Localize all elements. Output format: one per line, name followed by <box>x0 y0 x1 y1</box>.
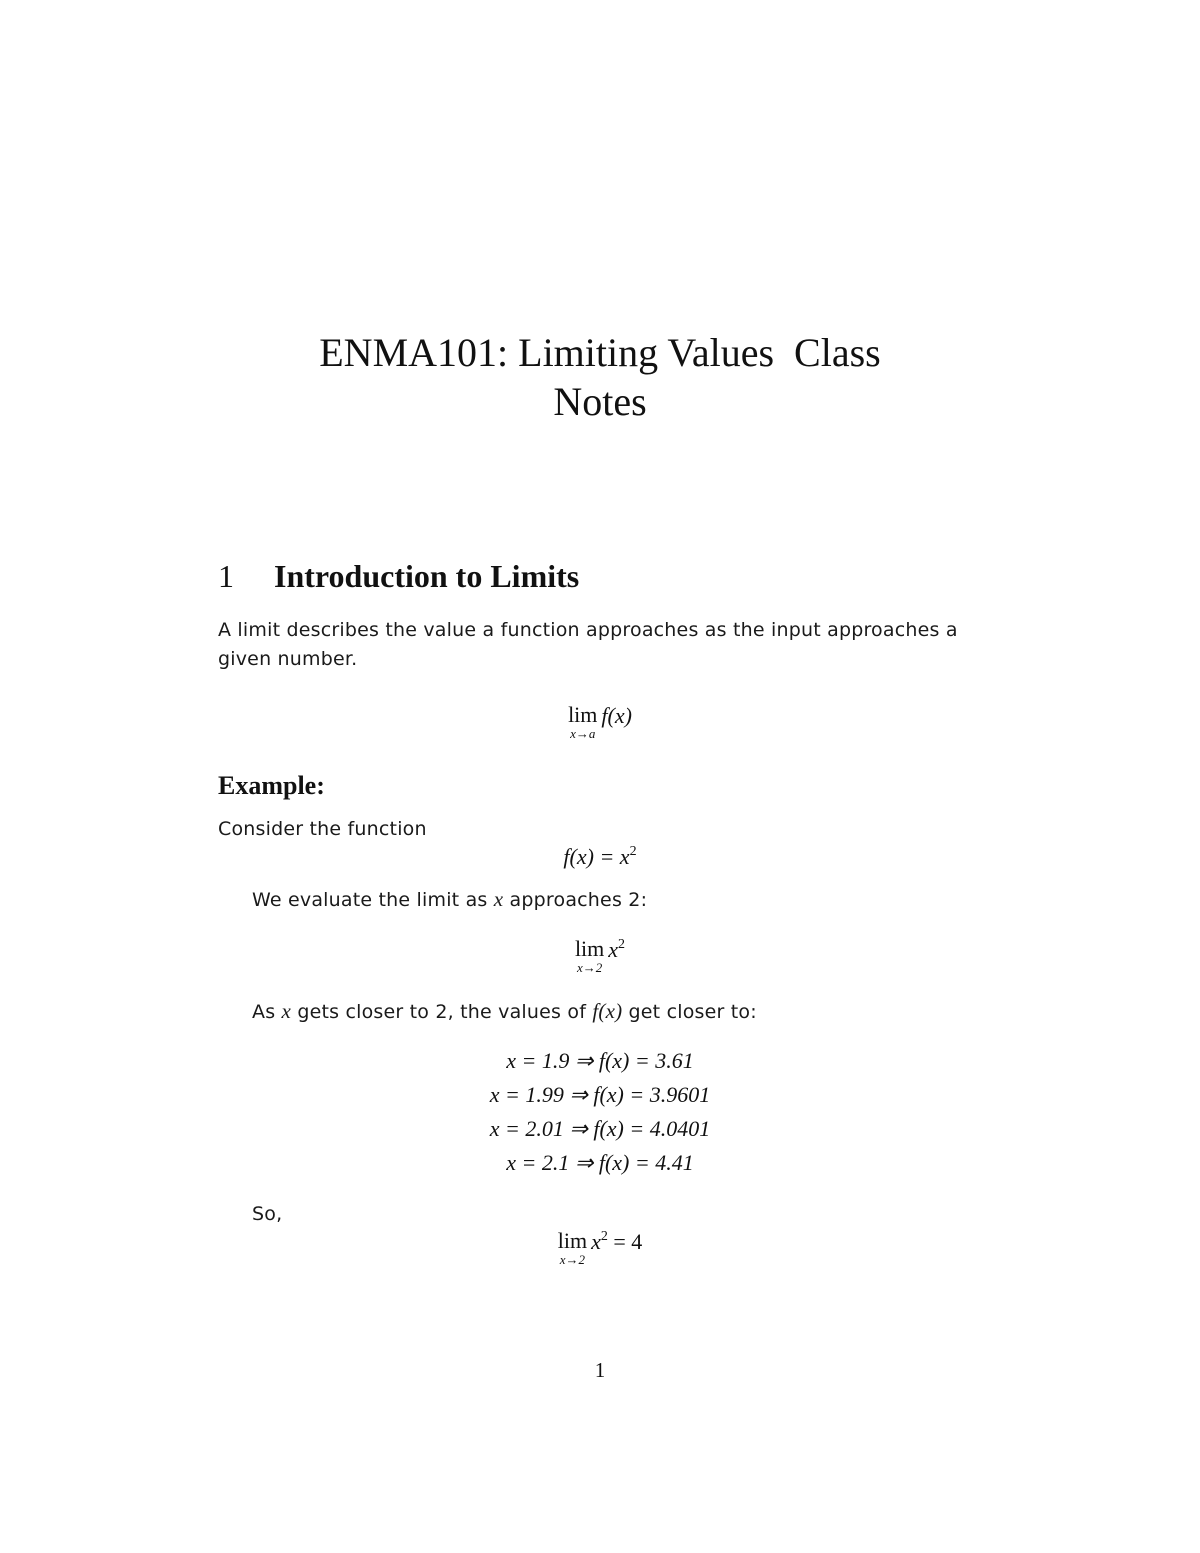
page-number: 1 <box>594 1358 606 1382</box>
variable-x: x <box>281 999 292 1023</box>
equation-result <box>0 1228 1200 1266</box>
section-title: Introduction to Limits <box>274 558 580 594</box>
variable-x: x <box>493 887 504 911</box>
value-row: x = 1.9 ⇒ f(x) = 3.61 <box>506 1048 694 1073</box>
equation-general-limit <box>0 702 1200 740</box>
so-paragraph: So, <box>252 1203 283 1225</box>
limit-exponent: 2 <box>618 937 626 952</box>
value-row: x = 1.99 ⇒ f(x) = 3.9601 <box>489 1082 711 1107</box>
limit-operator: lim x→2 <box>574 936 605 975</box>
evaluate-paragraph: We evaluate the limit as x approaches 2: <box>252 887 648 911</box>
equation-function <box>0 843 1200 871</box>
function-fx: f(x) <box>592 999 623 1023</box>
limit-expression: f(x) <box>601 703 632 728</box>
document-title <box>0 328 1200 426</box>
limit-exponent: 2 <box>600 1229 608 1244</box>
limit-expression: x <box>591 1229 601 1254</box>
limit-expression: x <box>608 937 619 962</box>
equation-limit-x2 <box>0 936 1200 974</box>
limit-subscript: x→a <box>570 726 596 741</box>
value-row: x = 2.1 ⇒ f(x) = 4.41 <box>506 1150 694 1175</box>
example-heading: Example: <box>218 771 325 800</box>
function-exponent: 2 <box>629 844 637 859</box>
consider-paragraph: Consider the function <box>218 818 427 840</box>
value-row: x = 2.01 ⇒ f(x) = 4.0401 <box>489 1116 711 1141</box>
section-heading <box>218 556 579 596</box>
limit-subscript: x→2 <box>576 960 603 975</box>
title-line-2: Notes <box>553 379 647 424</box>
limit-operator: lim x→a <box>568 702 598 741</box>
intro-paragraph: A limit describes the value a function approaches as the input approaches a given number. <box>218 619 958 670</box>
closer-paragraph: As x gets closer to 2, the values of f(x) get closer to: <box>252 999 757 1023</box>
limit-result: = 4 <box>607 1229 643 1254</box>
limit-subscript: x→2 <box>559 1252 586 1267</box>
values-table <box>0 1044 1200 1180</box>
function-definition: f(x) = x <box>563 844 630 869</box>
title-line-1: ENMA101: Limiting Values Class <box>319 330 881 375</box>
limit-operator: lim x→2 <box>557 1228 588 1267</box>
section-number: 1 <box>218 558 234 594</box>
